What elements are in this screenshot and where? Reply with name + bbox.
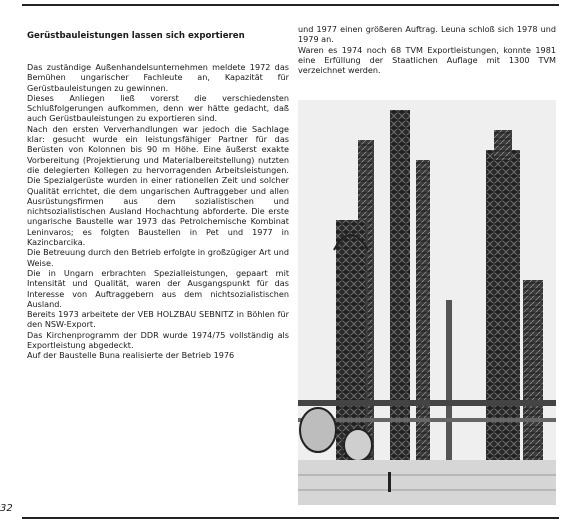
bottom-rule	[22, 517, 559, 519]
scaffolding-photo	[298, 100, 556, 505]
top-rule	[22, 4, 559, 6]
paragraph-7: Das Kirchenprogramm der DDR wurde 1974/75 vollständig als Exportleistung abgedeckt.	[27, 329, 289, 351]
paragraph-9: und 1977 einen größeren Auftrag. Leuna schloß sich 1978 und 1979 an.	[298, 24, 556, 45]
paragraph-10: Waren es 1974 noch 68 TVM Exportleistungen, konnte 1981 eine Erfüllung der Staatlichen Auflage mit 1300 TVM verzeichnet werden.	[298, 44, 556, 76]
paragraph-3: Nach den ersten Ververhandlungen war jedoch die Sachlage klar: gesucht wurde ein leistungsfähiger Partner für das Berüsten von Kolonnen bis 90 m Höhe. Eine äußerst exakte Vorbereitung (Projektierung und Materialbereitstellung) nutzten die delegierten Kollegen zu hervorragenden Arbeitsleistungen. Die Spezialgerüste wurden in einer rationellen Zeit und solcher Qualität errichtet, die dem ungarischen Auftraggeber und allen Ausrüstungsfirmen aus dem sozialistischen und nichtsozialistischen Ausland Hochachtung abforderte. Die erste ungarische Baustelle war 1973 das Petrolchemische Kombinat Leninvaros; es folgten Baustellen in Pet und 1977 in Kazincbarcika.	[27, 123, 289, 248]
article-heading: Gerüstbauleistungen lassen sich exportieren	[27, 31, 245, 41]
page-number: 32	[0, 503, 13, 514]
paragraph-6: Bereits 1973 arbeitete der VEB HOLZBAU SEBNITZ in Böhlen für den NSW-Export.	[27, 309, 289, 330]
left-column	[27, 31, 289, 361]
paragraph-1: Das zuständige Außenhandelsunternehmen meldete 1972 das Bemühen ungarischer Fachleute an, Kapazität für Gerüstbauleistungen zu gewinnen.	[27, 62, 289, 93]
paragraph-5: Die in Ungarn erbrachten Spezialleistungen, gepaart mit Intensität und Qualität, waren der Ausgangspunkt für das Interesse von Auftraggebern aus dem nichtsozialistischen Ausland.	[27, 267, 289, 309]
paragraph-8: Auf der Baustelle Buna realisierte der Betrieb 1976	[27, 350, 235, 361]
paragraph-4: Die Betreuung durch den Betrieb erfolgte in großzügiger Art und Weise.	[27, 247, 289, 268]
right-column	[298, 24, 556, 75]
paragraph-2: Dieses Anliegen ließ vorerst die verschiedensten Schlußfolgerungen aufkommen, denn wer hätte gedacht, daß auch Gerüstbauleistungen zu exportieren sind.	[27, 92, 289, 124]
scaffolded-columns-illustration	[298, 100, 556, 505]
